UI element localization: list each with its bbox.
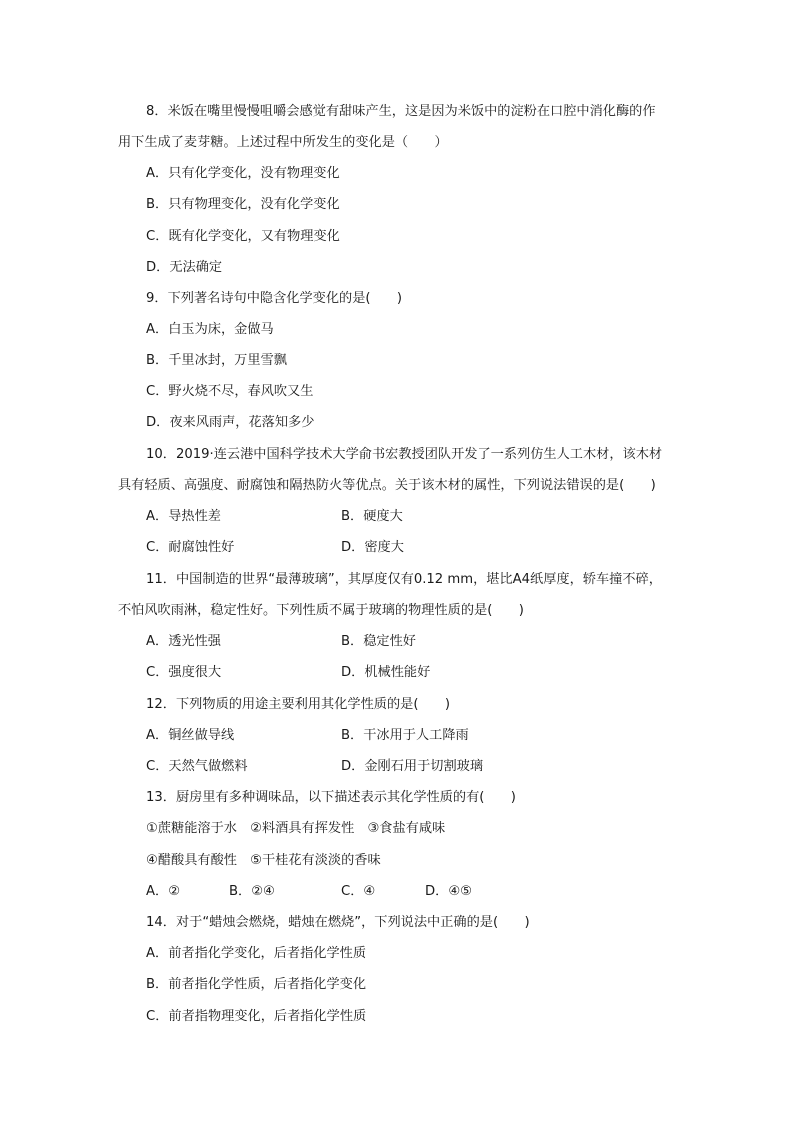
question-14-option-a: A．前者指化学变化，后者指化学性质 [146,946,367,961]
question-8-option-d: D．无法确定 [146,260,223,275]
question-10-option-a: A．导热性差 [146,509,221,524]
question-11-option-b: B．稳定性好 [341,634,416,649]
question-12-option-b: B．干冰用于人工降雨 [341,728,469,743]
question-8-option-a: A．只有化学变化，没有物理变化 [146,166,340,181]
question-9-option-b: B．千里冰封，万里雪飘 [146,353,287,368]
question-11-stem-line-2: 不怕风吹雨淋，稳定性好。下列性质不属于玻璃的物理性质的是( ) [118,603,524,618]
question-13-option-c: C．④ [341,884,376,899]
question-12-option-a: A．铜丝做导线 [146,728,235,743]
question-12-option-c: C．天然气做燃料 [146,759,248,774]
question-12-option-d: D．金刚石用于切割玻璃 [341,759,484,774]
question-10-option-c: C．耐腐蚀性好 [146,540,235,555]
question-11-stem-line-1: 11．中国制造的世界“最薄玻璃”，其厚度仅有0.12 mm，堪比A4纸厚度，轿车撞不碎， [146,572,662,587]
question-9-stem: 9．下列著名诗句中隐含化学变化的是( ) [146,291,403,306]
question-8-stem-line-1: 8．米饭在嘴里慢慢咀嚼会感觉有甜味产生，这是因为米饭中的淀粉在口腔中消化酶的作 [146,104,656,119]
question-13-stem: 13．厨房里有多种调味品，以下描述表示其化学性质的有( ) [146,790,516,805]
question-8-option-b: B．只有物理变化，没有化学变化 [146,197,340,212]
question-14-option-b: B．前者指化学性质，后者指化学变化 [146,977,367,992]
question-13-items-line-2: ④醋酸具有酸性 ⑤干桂花有淡淡的香味 [146,853,381,868]
question-10-stem-line-1: 10．2019·连云港中国科学技术大学俞书宏教授团队开发了一系列仿生人工木材，该木材 [146,447,663,462]
question-10-option-d: D．密度大 [341,540,404,555]
question-9-option-c: C．野火烧不尽，春风吹又生 [146,384,314,399]
question-11-option-d: D．机械性能好 [341,665,431,680]
question-13-option-b: B．②④ [229,884,275,899]
question-14-option-c: C．前者指物理变化，后者指化学性质 [146,1009,367,1024]
question-13-items-line-1: ①蔗糖能溶于水 ②料酒具有挥发性 ③食盐有咸味 [146,821,446,836]
question-9-option-a: A．白玉为床，金做马 [146,322,274,337]
question-12-stem: 12．下列物质的用途主要利用其化学性质的是( ) [146,697,451,712]
question-13-option-d: D．④⑤ [425,884,472,899]
question-8-stem-line-2: 用下生成了麦芽糖。上述过程中所发生的变化是（ ） [118,135,448,150]
question-9-option-d: D．夜来风雨声，花落知多少 [146,415,315,430]
question-10-stem-line-2: 具有轻质、高强度、耐腐蚀和隔热防火等优点。关于该木材的属性，下列说法错误的是( ) [118,478,656,493]
question-10-option-b: B．硬度大 [341,509,403,524]
question-13-option-a: A．② [146,884,181,899]
question-14-stem: 14．对于“蜡烛会燃烧，蜡烛在燃烧”，下列说法中正确的是( ) [146,915,530,930]
question-11-option-a: A．透光性强 [146,634,221,649]
question-11-option-c: C．强度很大 [146,665,222,680]
question-8-option-c: C．既有化学变化，又有物理变化 [146,229,340,244]
